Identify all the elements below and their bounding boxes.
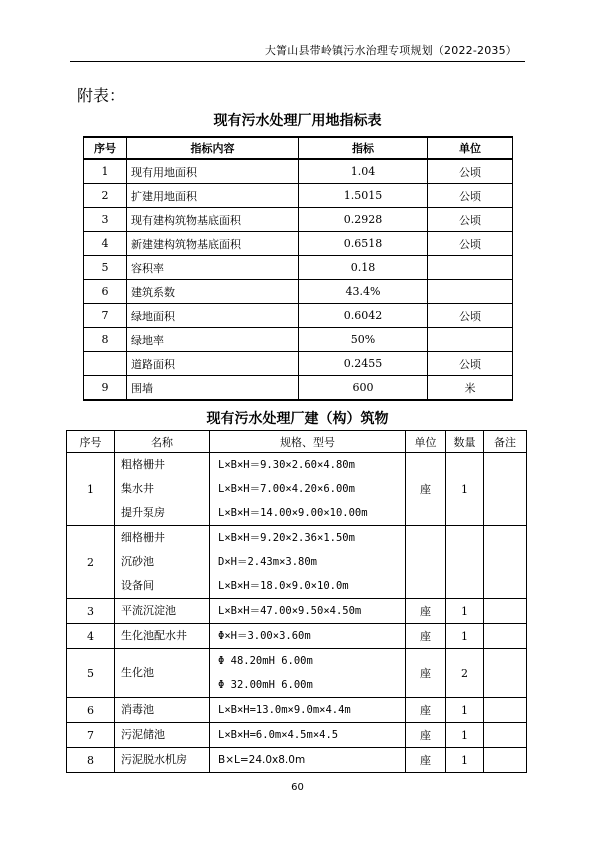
structure-note	[484, 526, 527, 599]
table-row	[84, 328, 513, 352]
row-number: 6	[84, 280, 127, 304]
indicator-value: 43.4%	[299, 280, 428, 304]
table-row	[84, 232, 513, 256]
structure-note	[484, 599, 527, 624]
table-row	[84, 304, 513, 328]
structure-name: 污泥脱水机房	[121, 753, 187, 766]
structure-name: 污泥储池	[121, 728, 165, 741]
structure-name: 细格栅井	[121, 531, 165, 544]
table-row	[84, 280, 513, 304]
indicator-unit: 公顷	[428, 159, 513, 184]
indicator-unit: 公顷	[428, 232, 513, 256]
row-number: 2	[67, 526, 115, 599]
table1-col-value: 指标	[299, 137, 428, 159]
structure-unit: 座	[406, 723, 446, 748]
table-row	[67, 624, 527, 649]
table1-col-item: 指标内容	[127, 137, 299, 159]
structure-names	[115, 698, 210, 723]
indicator-unit: 公顷	[428, 352, 513, 376]
structure-spec: L×B×H＝47.00×9.50×4.50m	[218, 605, 362, 617]
table-row	[67, 649, 527, 698]
table-row	[67, 453, 527, 526]
structure-quantity: 1	[446, 599, 484, 624]
indicator-name: 绿地率	[127, 328, 299, 352]
structure-unit: 座	[406, 649, 446, 698]
indicator-value: 0.2455	[299, 352, 428, 376]
table1-title: 现有污水处理厂用地指标表	[213, 113, 382, 129]
structure-note	[484, 624, 527, 649]
indicator-value: 1.5015	[299, 184, 428, 208]
indicator-unit	[428, 280, 513, 304]
header-title: 大箐山县带岭镇污水治理专项规划（2022-2035）	[264, 44, 517, 57]
table-row	[67, 698, 527, 723]
structure-spec: L×B×H＝7.00×4.20×6.00m	[218, 483, 355, 495]
table2-col-name: 名称	[115, 431, 210, 453]
land-use-indicator-table	[83, 136, 513, 401]
indicator-value: 0.18	[299, 256, 428, 280]
row-number: 7	[67, 723, 115, 748]
structure-spec: Φ×H＝3.00×3.60m	[218, 630, 311, 642]
indicator-unit	[428, 256, 513, 280]
structure-names	[115, 723, 210, 748]
row-number: 4	[67, 624, 115, 649]
structure-specs	[210, 599, 406, 624]
structure-spec: B×L=24.0x8.0m	[218, 754, 306, 766]
table-row	[67, 526, 527, 599]
indicator-unit: 公顷	[428, 304, 513, 328]
table-row	[84, 352, 513, 376]
structure-specs	[210, 453, 406, 526]
table1-header-row	[84, 137, 513, 159]
structure-quantity: 1	[446, 748, 484, 773]
indicator-name: 道路面积	[127, 352, 299, 376]
indicator-name: 绿地面积	[127, 304, 299, 328]
structure-specs	[210, 748, 406, 773]
structure-note	[484, 748, 527, 773]
structure-note	[484, 453, 527, 526]
indicator-name: 现有建构筑物基底面积	[127, 208, 299, 232]
structure-names	[115, 649, 210, 698]
row-number: 8	[84, 328, 127, 352]
structure-unit: 座	[406, 453, 446, 526]
row-number	[84, 352, 127, 376]
structure-quantity	[446, 526, 484, 599]
structure-note	[484, 698, 527, 723]
indicator-value: 50%	[299, 328, 428, 352]
indicator-name: 现有用地面积	[127, 159, 299, 184]
structure-unit: 座	[406, 698, 446, 723]
indicator-name: 扩建用地面积	[127, 184, 299, 208]
table-row	[84, 376, 513, 401]
indicator-value: 0.6518	[299, 232, 428, 256]
indicator-value: 1.04	[299, 159, 428, 184]
table1-body	[84, 159, 513, 400]
structure-name: 提升泵房	[121, 506, 165, 519]
indicator-value: 0.6042	[299, 304, 428, 328]
header-rule	[70, 61, 525, 62]
structure-names	[115, 599, 210, 624]
indicator-name: 新建建构筑物基底面积	[127, 232, 299, 256]
table-row	[67, 599, 527, 624]
table-row	[84, 159, 513, 184]
page-number: 60	[291, 782, 304, 793]
structure-unit	[406, 526, 446, 599]
row-number: 5	[67, 649, 115, 698]
structure-quantity: 1	[446, 698, 484, 723]
structure-unit: 座	[406, 748, 446, 773]
structure-unit: 座	[406, 624, 446, 649]
structure-note	[484, 649, 527, 698]
indicator-value: 0.2928	[299, 208, 428, 232]
structure-specs	[210, 723, 406, 748]
structure-name: 沉砂池	[121, 555, 154, 568]
structure-specs	[210, 526, 406, 599]
table-row	[67, 748, 527, 773]
indicator-name: 建筑系数	[127, 280, 299, 304]
structure-spec: L×B×H＝14.00×9.00×10.00m	[218, 507, 368, 519]
structure-specs	[210, 624, 406, 649]
row-number: 1	[67, 453, 115, 526]
structure-spec: L×B×H＝9.20×2.36×1.50m	[218, 532, 355, 544]
structure-note	[484, 723, 527, 748]
structure-name: 消毒池	[121, 703, 154, 716]
structure-quantity: 1	[446, 453, 484, 526]
table-row	[84, 184, 513, 208]
table2-header-row	[67, 431, 527, 453]
row-number: 6	[67, 698, 115, 723]
structure-name: 集水井	[121, 482, 154, 495]
structure-name: 设备间	[121, 579, 154, 592]
table2-col-no: 序号	[67, 431, 115, 453]
row-number: 7	[84, 304, 127, 328]
structure-unit: 座	[406, 599, 446, 624]
structure-quantity: 2	[446, 649, 484, 698]
table2-title: 现有污水处理厂建（构）筑物	[206, 411, 389, 427]
row-number: 3	[67, 599, 115, 624]
indicator-name: 围墙	[127, 376, 299, 401]
row-number: 9	[84, 376, 127, 401]
structure-spec: Φ 32.00mH 6.00m	[218, 679, 313, 691]
table2-col-note: 备注	[484, 431, 527, 453]
structure-spec: Φ 48.20mH 6.00m	[218, 655, 313, 667]
structure-quantity: 1	[446, 624, 484, 649]
row-number: 4	[84, 232, 127, 256]
structure-names	[115, 748, 210, 773]
row-number: 8	[67, 748, 115, 773]
page-header	[0, 0, 595, 62]
table-row	[67, 723, 527, 748]
structure-specs	[210, 698, 406, 723]
structure-name: 粗格栅井	[121, 458, 165, 471]
table-row	[84, 256, 513, 280]
structure-names	[115, 453, 210, 526]
table1-col-unit: 单位	[428, 137, 513, 159]
structure-spec: L×B×H＝18.0×9.0×10.0m	[218, 580, 349, 592]
structure-name: 生化池	[121, 666, 154, 679]
row-number: 2	[84, 184, 127, 208]
structure-specs	[210, 649, 406, 698]
structure-spec: L×B×H=6.0m×4.5m×4.5	[218, 729, 339, 741]
indicator-value: 600	[299, 376, 428, 401]
structures-table	[66, 430, 527, 773]
table2-col-unit: 单位	[406, 431, 446, 453]
row-number: 5	[84, 256, 127, 280]
structure-spec: L×B×H=13.0m×9.0m×4.4m	[218, 704, 351, 716]
structure-quantity: 1	[446, 723, 484, 748]
table2-col-qty: 数量	[446, 431, 484, 453]
structure-spec: L×B×H＝9.30×2.60×4.80m	[218, 459, 355, 471]
indicator-unit: 公顷	[428, 184, 513, 208]
indicator-unit: 米	[428, 376, 513, 401]
table2-body	[67, 453, 527, 773]
row-number: 3	[84, 208, 127, 232]
indicator-unit: 公顷	[428, 208, 513, 232]
structure-names	[115, 526, 210, 599]
indicator-name: 容积率	[127, 256, 299, 280]
table1-col-no: 序号	[84, 137, 127, 159]
indicator-unit	[428, 328, 513, 352]
appendix-label: 附表：	[77, 86, 126, 105]
table-row	[84, 208, 513, 232]
row-number: 1	[84, 159, 127, 184]
structure-names	[115, 624, 210, 649]
structure-spec: D×H＝2.43m×3.80m	[218, 556, 318, 568]
structure-name: 平流沉淀池	[121, 604, 176, 617]
table2-col-spec: 规格、型号	[210, 431, 406, 453]
structure-name: 生化池配水井	[121, 629, 187, 642]
